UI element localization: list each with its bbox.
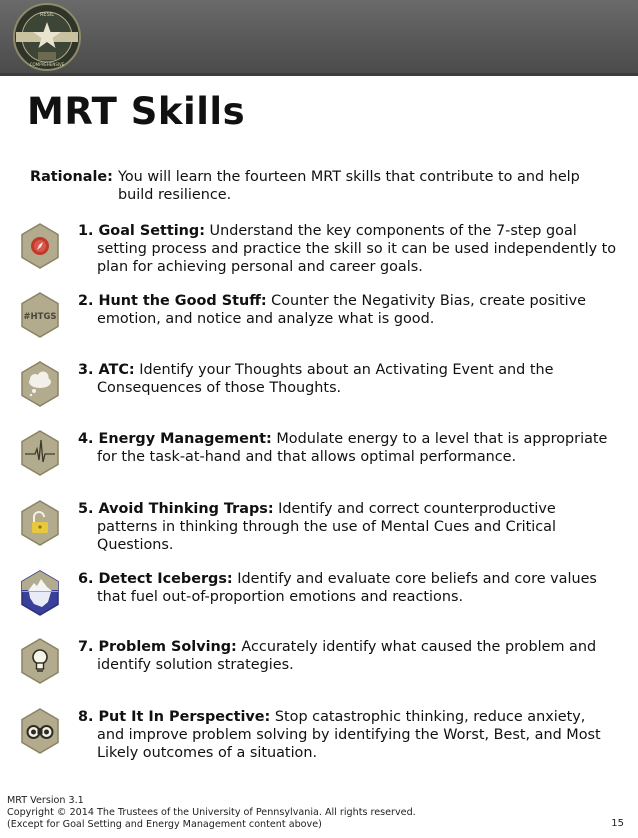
skill-heading: 3. ATC:	[78, 362, 135, 378]
skill-description-line1: Identify and evaluate core beliefs and core values	[232, 571, 597, 587]
footer-copyright: Copyright © 2014 The Trustees of the University of Pennsylvania. All rights reserved.	[7, 807, 416, 818]
skill-detect-icebergs	[78, 570, 618, 606]
skill-heading: 1. Goal Setting:	[78, 223, 205, 239]
rationale-label: Rationale:	[30, 169, 113, 185]
htgs-icon	[20, 292, 60, 338]
skill-heading: 5. Avoid Thinking Traps:	[78, 501, 274, 517]
lightbulb-icon	[20, 638, 60, 684]
skill-description: Consequences of those Thoughts.	[97, 380, 342, 396]
thought-cloud-icon	[20, 361, 60, 407]
skill-description-line1: Understand the key components of the 7-step goal	[204, 223, 577, 239]
skill-description: and improve problem solving by identifying the Worst, Best, and Most Likely outcomes of a situation.	[97, 727, 601, 761]
heartbeat-icon	[20, 430, 60, 476]
skill-description-line1: Counter the Negativity Bias, create positive	[266, 293, 586, 309]
skill-description-line1: Stop catastrophic thinking, reduce anxiety,	[270, 709, 586, 725]
seal-text-top: RESIL	[39, 12, 55, 18]
skill-put-it-in-perspective	[78, 708, 618, 762]
skill-description-line1: Modulate energy to a level that is appropriate	[271, 431, 608, 447]
skill-atc	[78, 361, 618, 397]
binoculars-icon	[20, 708, 60, 754]
rationale	[30, 168, 600, 204]
skill-heading: 4. Energy Management:	[78, 431, 272, 447]
skill-heading: 7. Problem Solving:	[78, 639, 237, 655]
skill-description: emotion, and notice and analyze what is good.	[97, 311, 435, 327]
page-title: MRT Skills	[27, 90, 246, 133]
army-resilience-seal-icon	[12, 2, 82, 72]
skill-description: for the task-at-hand and that allows optimal performance.	[97, 449, 517, 465]
header-bar	[0, 0, 638, 76]
skill-description-line1: Accurately identify what caused the problem and	[236, 639, 597, 655]
skill-heading: 6. Detect Icebergs:	[78, 571, 233, 587]
skill-description-line1: Identify your Thoughts about an Activating Event and the	[134, 362, 554, 378]
skill-heading: 8. Put It In Perspective:	[78, 709, 271, 725]
iceberg-icon	[20, 570, 60, 616]
compass-icon	[20, 223, 60, 269]
padlock-icon	[20, 500, 60, 546]
skill-description-line1: Identify and correct counterproductive	[273, 501, 556, 517]
skill-goal-setting	[78, 222, 618, 276]
footer	[7, 795, 567, 831]
skill-energy-management	[78, 430, 618, 466]
page-number: 15	[611, 818, 624, 829]
footer-version: MRT Version 3.1	[7, 795, 84, 806]
skill-description: that fuel out-of-proportion emotions and reactions.	[97, 589, 464, 605]
skill-hunt-the-good-stuff	[78, 292, 618, 328]
seal-text-bottom: COMPREHENSIVE	[29, 62, 65, 67]
rationale-text: You will learn the fourteen MRT skills that contribute to and help build resilience.	[118, 169, 580, 203]
skill-description: patterns in thinking through the use of Mental Cues and Critical Questions.	[97, 519, 556, 553]
htgs-icon-label: #HTGS	[23, 312, 57, 322]
footer-note: (Except for Goal Setting and Energy Management content above)	[7, 819, 322, 830]
skill-heading: 2. Hunt the Good Stuff:	[78, 293, 267, 309]
skill-avoid-thinking-traps	[78, 500, 618, 554]
skill-description: identify solution strategies.	[97, 657, 294, 673]
skill-problem-solving	[78, 638, 618, 674]
skill-description: setting process and practice the skill so it can be used independently to plan for achieving personal and career goals.	[97, 241, 617, 275]
